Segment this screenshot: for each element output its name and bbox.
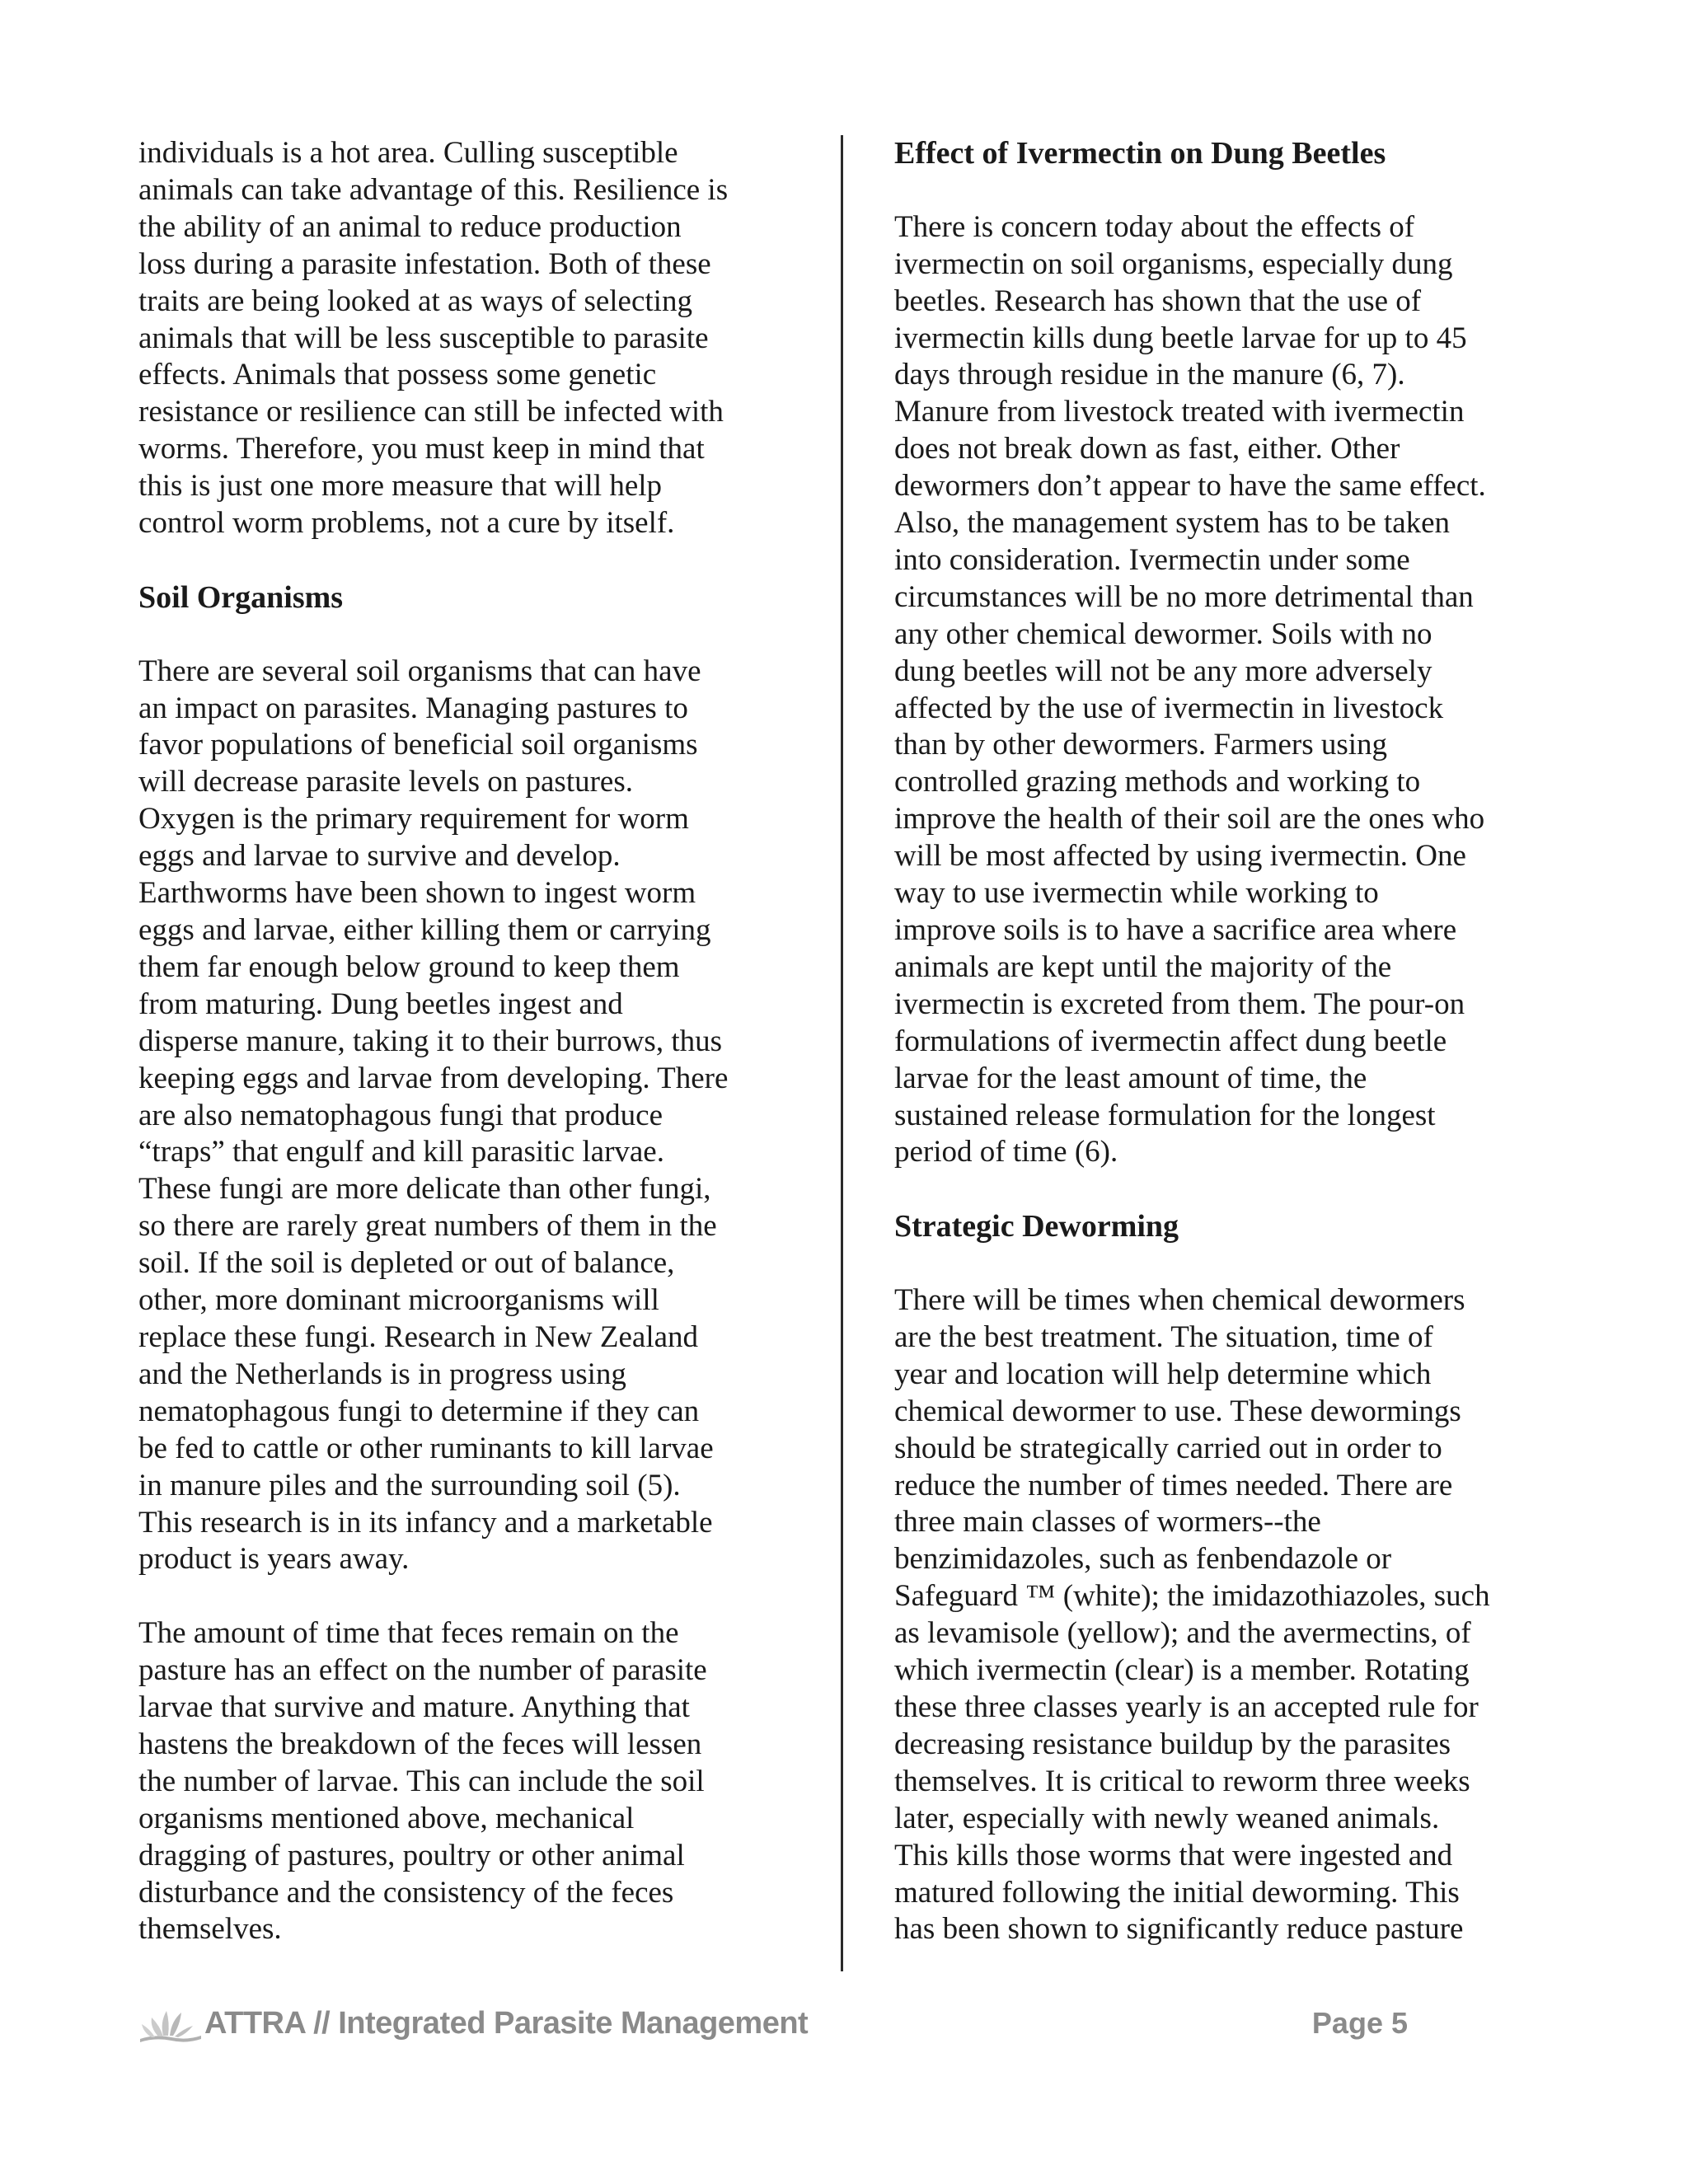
text-line: as levamisole (yellow); and the avermectins, of — [894, 1616, 1471, 1651]
text-line: which ivermectin (clear) is a member. Rotating — [894, 1653, 1470, 1688]
text-line: animals can take advantage of this. Resilience is — [138, 172, 729, 207]
text-line: larvae for the least amount of time, the — [894, 1061, 1367, 1095]
page-footer — [138, 2003, 1408, 2052]
text-line: hastens the breakdown of the feces will lessen — [138, 1727, 702, 1761]
text-line: the ability of an animal to reduce production — [138, 209, 682, 244]
text-line: larvae that survive and mature. Anything that — [138, 1690, 690, 1725]
text-line: favor populations of beneficial soil organisms — [138, 728, 698, 762]
text-line: controlled grazing methods and working to — [894, 765, 1421, 799]
text-line: benzimidazoles, such as fenbendazole or — [894, 1542, 1392, 1577]
text-line: and the Netherlands is in progress using — [138, 1357, 626, 1391]
text-line: individuals is a hot area. Culling susceptible — [138, 136, 678, 170]
text-line: replace these fungi. Research in New Zealand — [138, 1319, 699, 1354]
text-line: does not break down as fast, either. Other — [894, 432, 1400, 466]
text-line: chemical dewormer to use. These dewormings — [894, 1394, 1461, 1428]
text-line: organisms mentioned above, mechanical — [138, 1801, 635, 1835]
text-line: should be strategically carried out in order to — [894, 1431, 1442, 1465]
text-line: improve soils is to have a sacrifice area where — [894, 913, 1457, 948]
text-line: be fed to cattle or other ruminants to kill larvae — [138, 1431, 714, 1465]
text-line: reduce the number of times needed. There are — [894, 1468, 1453, 1502]
text-line: The amount of time that feces remain on the — [138, 1616, 679, 1651]
attra-leaf-logo-icon — [138, 2006, 203, 2046]
text-line: them far enough below ground to keep them — [138, 949, 680, 984]
text-line: matured following the initial deworming. This — [894, 1875, 1460, 1910]
column-divider — [841, 135, 843, 1971]
text-line: these three classes yearly is an accepted rule for — [894, 1690, 1479, 1725]
text-line: dewormers don’t appear to have the same effect. — [894, 469, 1486, 504]
text-line: has been shown to significantly reduce pasture — [894, 1912, 1464, 1947]
text-line: There are several soil organisms that can have — [138, 654, 701, 688]
text-line: way to use ivermectin while working to — [894, 876, 1379, 911]
text-line: eggs and larvae to survive and develop. — [138, 839, 621, 874]
text-line: an impact on parasites. Managing pastures to — [138, 691, 688, 725]
text-line: other, more dominant microorganisms will — [138, 1283, 659, 1318]
heading-soil-organisms: Soil Organisms — [138, 579, 344, 615]
text-line: beetles. Research has shown that the use of — [894, 284, 1422, 318]
text-line: disturbance and the consistency of the feces — [138, 1875, 674, 1910]
text-line: dung beetles will not be any more adversely — [894, 654, 1432, 688]
text-line: this is just one more measure that will help — [138, 469, 663, 504]
text-line: Oxygen is the primary requirement for worm — [138, 802, 689, 837]
text-line: There will be times when chemical dewormers — [894, 1283, 1465, 1318]
text-line: from maturing. Dung beetles ingest and — [138, 987, 623, 1021]
text-line: “traps” that engulf and kill parasitic larvae. — [138, 1135, 664, 1169]
left-column — [138, 135, 790, 1948]
text-line: themselves. It is critical to reworm three weeks — [894, 1764, 1470, 1798]
text-line: later, especially with newly weaned animals. — [894, 1801, 1440, 1835]
heading-ivermectin-dung-beetles: Effect of Ivermectin on Dung Beetles — [894, 136, 1386, 171]
text-line: so there are rarely great numbers of them in the — [138, 1209, 717, 1244]
text-line: in manure piles and the surrounding soil (5). — [138, 1468, 681, 1502]
text-line: This kills those worms that were ingested and — [894, 1838, 1453, 1872]
text-line: are the best treatment. The situation, time of — [894, 1319, 1433, 1354]
text-line: These fungi are more delicate than other fungi, — [138, 1172, 711, 1207]
text-line: control worm problems, not a cure by itself. — [138, 506, 675, 541]
text-line: improve the health of their soil are the ones who — [894, 802, 1485, 837]
text-line: will decrease parasite levels on pastures. — [138, 765, 633, 799]
text-line: There is concern today about the effects of — [894, 209, 1415, 244]
footer-title: ATTRA // Integrated Parasite Management — [204, 2006, 809, 2041]
text-line: worms. Therefore, you must keep in mind that — [138, 432, 705, 466]
paragraph-genetic-resistance — [138, 135, 790, 542]
heading-strategic-deworming: Strategic Deworming — [894, 1209, 1179, 1244]
text-line: three main classes of wormers--the — [894, 1505, 1321, 1540]
paragraph-strategic-deworming — [894, 1282, 1554, 1948]
text-line: Earthworms have been shown to ingest worm — [138, 876, 696, 911]
text-line: effects. Animals that possess some genetic — [138, 358, 657, 392]
text-line: Safeguard ™ (white); the imidazothiazoles, such — [894, 1579, 1490, 1614]
text-line: will be most affected by using ivermectin. One — [894, 839, 1466, 874]
paragraph-ivermectin — [894, 209, 1554, 1172]
text-line: circumstances will be no more detrimental than — [894, 579, 1474, 614]
text-line: ivermectin is excreted from them. The pour-on — [894, 987, 1465, 1021]
text-line: affected by the use of ivermectin in livestock — [894, 691, 1444, 725]
text-line: ivermectin kills dung beetle larvae for up to 45 — [894, 321, 1467, 355]
text-line: are also nematophagous fungi that produce — [138, 1098, 663, 1132]
text-line: keeping eggs and larvae from developing. There — [138, 1061, 729, 1095]
text-line: This research is in its infancy and a marketable — [138, 1505, 713, 1540]
text-line: days through residue in the manure (6, 7). — [894, 358, 1405, 392]
text-line: animals are kept until the majority of the — [894, 949, 1392, 984]
text-line: formulations of ivermectin affect dung beetle — [894, 1024, 1447, 1058]
page-number: Page 5 — [1311, 2006, 1408, 2040]
text-line: soil. If the soil is depleted or out of balance, — [138, 1246, 675, 1281]
text-line: loss during a parasite infestation. Both of these — [138, 246, 711, 281]
text-line: any other chemical dewormer. Soils with no — [894, 616, 1432, 651]
text-line: than by other dewormers. Farmers using — [894, 728, 1388, 762]
text-line: dragging of pastures, poultry or other animal — [138, 1838, 685, 1872]
paragraph-feces-breakdown — [138, 1615, 790, 1948]
text-line: ivermectin on soil organisms, especially dung — [894, 246, 1453, 281]
text-line: year and location will help determine which — [894, 1357, 1432, 1391]
text-line: nematophagous fungi to determine if they can — [138, 1394, 700, 1428]
text-line: resistance or resilience can still be infected with — [138, 395, 724, 429]
text-line: Also, the management system has to be taken — [894, 506, 1451, 541]
text-line: Manure from livestock treated with ivermectin — [894, 395, 1465, 429]
text-line: animals that will be less susceptible to parasite — [138, 321, 709, 355]
text-line: themselves. — [138, 1912, 282, 1947]
text-line: sustained release formulation for the longest — [894, 1098, 1436, 1132]
text-line: into consideration. Ivermectin under some — [894, 542, 1410, 577]
text-line: product is years away. — [138, 1542, 410, 1577]
text-line: eggs and larvae, either killing them or carrying — [138, 913, 711, 947]
text-line: pasture has an effect on the number of parasite — [138, 1653, 707, 1688]
right-column — [894, 135, 1554, 1948]
text-line: period of time (6). — [894, 1135, 1118, 1169]
text-line: decreasing resistance buildup by the parasites — [894, 1727, 1451, 1761]
text-line: disperse manure, taking it to their burrows, thus — [138, 1024, 723, 1058]
paragraph-soil-organisms — [138, 654, 790, 1579]
text-line: the number of larvae. This can include the soil — [138, 1764, 705, 1798]
text-line: traits are being looked at as ways of selecting — [138, 284, 692, 318]
